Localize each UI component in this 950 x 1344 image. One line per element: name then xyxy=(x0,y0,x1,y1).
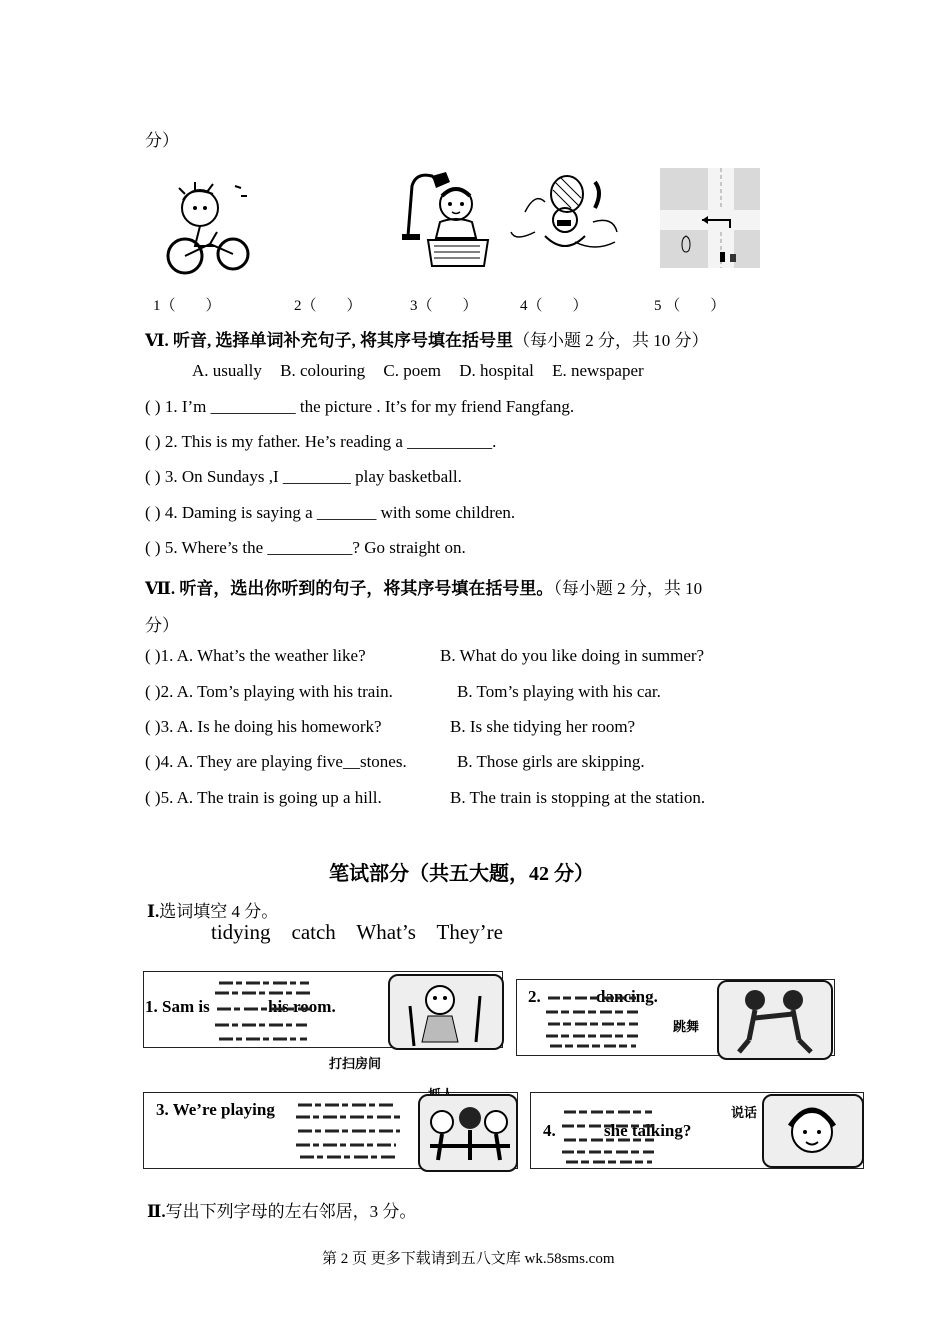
box-2-tail: dancing. xyxy=(596,987,658,1006)
section-7-item-3-b: B. Is she tidying her room? xyxy=(450,717,636,736)
section-7-item-1-b: B. What do you like doing in summer? xyxy=(440,646,705,665)
page-footer: 第 2 页 更多下载请到五八文库 wk.58sms.com xyxy=(322,1251,615,1267)
children-dancing-picture xyxy=(717,980,833,1060)
section-7-score-cont: 分） xyxy=(145,616,179,635)
part-1-numeral: Ⅰ. xyxy=(147,902,160,921)
option-b: B. colouring xyxy=(280,361,366,380)
continued-score-fragment: 分） xyxy=(145,131,179,150)
section-6-item-3: ( ) 3. On Sundays ,I ________ play basketball. xyxy=(145,467,462,486)
section-7-item-5-a: ( )5. A. The train is going up a hill. xyxy=(145,788,382,807)
section-6-score: （每小题 2 分，共 10 分） xyxy=(513,331,709,350)
picture-label-4: 4（ ） xyxy=(520,298,588,314)
caption-tidying-room: 打扫房间 xyxy=(329,1057,382,1072)
picture-label-1: 1（ ） xyxy=(153,298,221,314)
section-7-item-3-a: ( )3. A. Is he doing his homework? xyxy=(145,717,382,736)
section-7-item-4-b: B. Those girls are skipping. xyxy=(457,752,645,771)
street-map-turn-left-picture xyxy=(660,168,760,268)
box-3-label: 3. We’re playing xyxy=(156,1100,275,1119)
box-1-label: 1. Sam is xyxy=(145,997,210,1016)
written-part-heading: 笔试部分（共五大题，42 分） xyxy=(329,863,594,885)
box-2-label: 2. xyxy=(528,987,541,1006)
answer-blank-scribble-2 xyxy=(544,992,640,1050)
picture-label-2: 2（ ） xyxy=(294,298,362,314)
section-7-heading xyxy=(145,574,702,599)
section-6-item-5: ( ) 5. Where’s the __________? Go straight on. xyxy=(145,538,466,557)
answer-blank-scribble-1 xyxy=(213,973,313,1045)
section-7-item-2-a: ( )2. A. Tom’s playing with his train. xyxy=(145,682,393,701)
word-options xyxy=(192,361,658,381)
part-2-numeral: Ⅱ. xyxy=(147,1202,166,1221)
section-7-item-2-b: B. Tom’s playing with his car. xyxy=(457,682,661,701)
person-in-bed-picture xyxy=(505,172,625,262)
caption-dancing: 跳舞 xyxy=(673,1020,700,1035)
picture-label-3: 3（ ） xyxy=(410,298,478,314)
word-bank: tidying catch What’s They’re xyxy=(211,920,503,944)
section-6-item-4: ( ) 4. Daming is saying a _______ with some children. xyxy=(145,503,516,522)
part-2-heading xyxy=(147,1197,416,1222)
boy-reading-with-lamp-picture xyxy=(398,166,494,272)
section-7-score: （每小题 2 分，共 10 xyxy=(553,579,703,598)
boy-tidying-room-picture xyxy=(388,974,504,1050)
part-2-instruction: 写出下列字母的左右邻居，3 分。 xyxy=(165,1202,417,1221)
section-7-item-1-a: ( )1. A. What’s the weather like? xyxy=(145,646,366,665)
option-c: C. poem xyxy=(383,361,441,380)
section-7-item-5-b: B. The train is stopping at the station. xyxy=(450,788,706,807)
box-4-tail: she talking? xyxy=(604,1121,692,1140)
answer-blank-scribble-4 xyxy=(560,1106,656,1166)
section-7-title: Ⅶ. 听音，选出你听到的句子，将其序号填在括号里。 xyxy=(145,579,554,598)
caption-talking: 说话 xyxy=(731,1106,758,1121)
box-1-tail: his room. xyxy=(268,997,336,1016)
part-1-heading xyxy=(147,897,278,922)
section-6-item-2: ( ) 2. This is my father. He’s reading a __________. xyxy=(145,432,497,451)
section-6-title: Ⅵ. 听音, 选择单词补充句子, 将其序号填在括号里 xyxy=(145,331,514,350)
section-6-heading xyxy=(145,326,709,351)
box-4-label: 4. xyxy=(543,1121,556,1140)
boy-riding-bike-picture xyxy=(155,178,255,278)
part-1-instruction: 选词填空 4 分。 xyxy=(159,902,279,921)
girl-talking-picture xyxy=(762,1094,864,1168)
option-a: A. usually xyxy=(192,361,262,380)
option-d: D. hospital xyxy=(459,361,534,380)
option-e: E. newspaper xyxy=(552,361,644,380)
children-playing-catch-picture xyxy=(418,1094,518,1172)
picture-label-5: 5 （ ） xyxy=(654,298,726,314)
section-7-item-4-a: ( )4. A. They are playing five__stones. xyxy=(145,752,407,771)
section-6-item-1: ( ) 1. I’m __________ the picture . It’s for my friend Fangfang. xyxy=(145,397,575,416)
answer-blank-scribble-3 xyxy=(294,1097,402,1165)
